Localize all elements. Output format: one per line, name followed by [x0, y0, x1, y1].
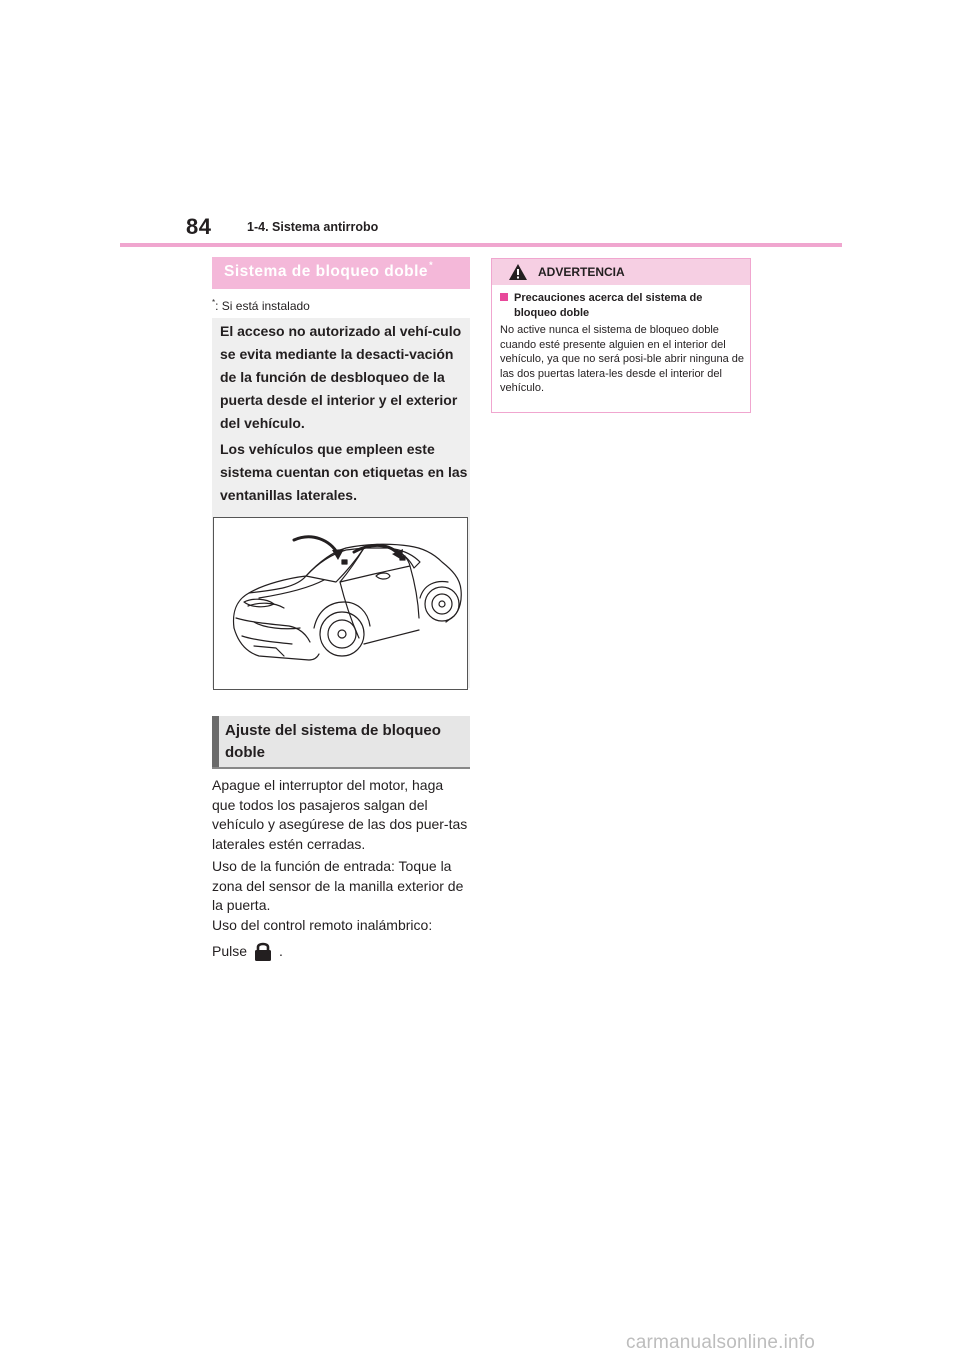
subheading-text: Ajuste del sistema de bloqueo doble	[225, 722, 441, 761]
warning-text: No active nunca el sistema de bloqueo doble cuando esté presente alguien en el interior del vehículo, ya que no será posi-ble abrir ninguna de las dos puertas latera-les desde el interior del vehículo.	[500, 324, 744, 394]
watermark: carmanualsonline.info	[626, 1332, 816, 1353]
page-number: 84	[186, 214, 212, 239]
bullet-square-icon	[500, 293, 508, 301]
warning-box	[491, 258, 751, 413]
lock-icon	[253, 940, 273, 962]
entry-function-text: Uso de la función de entrada: Toque la zona del sensor de la manilla exterior de la puerta.	[212, 858, 464, 913]
warning-subtitle: Precauciones acerca del sistema de bloqueo doble	[500, 291, 745, 320]
subheading	[212, 716, 470, 769]
footnote	[212, 298, 310, 313]
title-bar	[212, 257, 470, 289]
warning-header	[492, 259, 750, 285]
pulse-instruction	[212, 940, 283, 962]
pulse-period: .	[279, 943, 283, 959]
body-paragraph-1: Apague el interruptor del motor, haga que todos los pasajeros salgan del vehículo y asegúrese de las dos puer-tas laterales estén cerradas.	[212, 777, 468, 852]
summary-paragraph-1: El acceso no autorizado al vehí-culo se evita mediante la desacti-vación de la función de desbloqueo de la puerta desde el interior y el exterior del vehículo.	[220, 323, 462, 431]
summary-paragraph-2: Los vehículos que empleen este sistema cuentan con etiquetas en las ventanillas laterales.	[220, 441, 468, 503]
header-rule	[120, 243, 842, 247]
footnote-marker: *	[212, 298, 216, 307]
warning-title: ADVERTENCIA	[538, 265, 625, 279]
page-title: Sistema de bloqueo doble*	[224, 260, 434, 280]
body-paragraph-2	[212, 857, 470, 935]
warning-triangle-icon	[508, 263, 528, 281]
title-footnote-marker: *	[429, 260, 434, 270]
section-header: 1-4. Sistema antirrobo	[247, 220, 379, 234]
car-with-window-labels-icon	[214, 518, 467, 689]
footnote-text: : Si está instalado	[215, 299, 310, 313]
pulse-text: Pulse	[212, 943, 248, 959]
remote-control-text: Uso del control remoto inalámbrico:	[212, 916, 433, 933]
car-illustration	[213, 517, 468, 690]
subheading-accent-bar	[212, 716, 219, 767]
